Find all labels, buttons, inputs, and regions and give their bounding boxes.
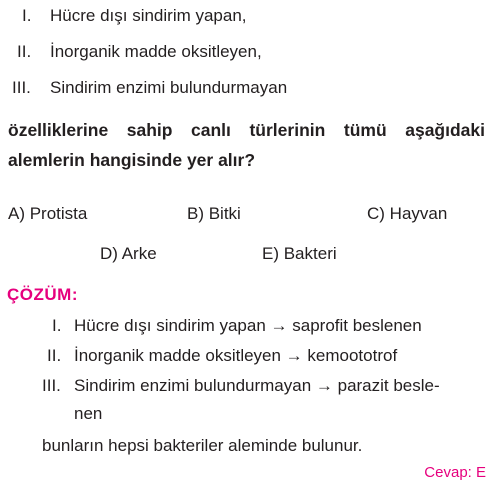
solution-conclusion: bunların hepsi bakteriler aleminde bulunur. xyxy=(42,436,363,455)
option-e: E) Bakteri xyxy=(262,244,337,263)
premise-3-numeral: III. xyxy=(12,78,31,97)
solution-line-3 xyxy=(42,376,488,396)
solution-line-3-numeral: III. xyxy=(42,376,61,395)
question-stem-line-1: özelliklerine sahip canlı türlerinin tümü aşağıdaki xyxy=(8,120,485,140)
solution-line-1 xyxy=(52,316,422,336)
premise-1-text: Hücre dışı sindirim yapan, xyxy=(50,6,247,25)
solution-line-1-numeral: I. xyxy=(52,316,62,335)
solution-line-1-text: Hücre dışı sindirim yapan → saprofit beslenen xyxy=(74,316,422,335)
premise-3 xyxy=(12,78,287,98)
premise-1 xyxy=(22,6,247,26)
premise-2-text: İnorganik madde oksitleyen, xyxy=(50,42,262,61)
premise-3-text: Sindirim enzimi bulundurmayan xyxy=(50,78,288,97)
premise-2 xyxy=(17,42,262,62)
solution-title: ÇÖZÜM: xyxy=(7,285,78,304)
premise-2-numeral: II. xyxy=(17,42,32,61)
solution-line-2 xyxy=(47,346,397,366)
premise-1-numeral: I. xyxy=(22,6,32,25)
answer-label: Cevap: E xyxy=(424,464,486,481)
question-stem-line-2: alemlerin hangisinde yer alır? xyxy=(8,150,256,170)
solution-line-2-numeral: II. xyxy=(47,346,62,365)
option-b: B) Bitki xyxy=(187,204,241,223)
option-d: D) Arke xyxy=(100,244,157,263)
option-c: C) Hayvan xyxy=(367,204,448,223)
option-a: A) Protista xyxy=(8,204,88,223)
solution-line-3-text: Sindirim enzimi bulundurmayan → parazit besle- xyxy=(74,376,440,395)
solution-line-3-continuation: nen xyxy=(74,404,103,423)
solution-line-2-text: İnorganik madde oksitleyen → kemoototrof xyxy=(74,346,398,365)
